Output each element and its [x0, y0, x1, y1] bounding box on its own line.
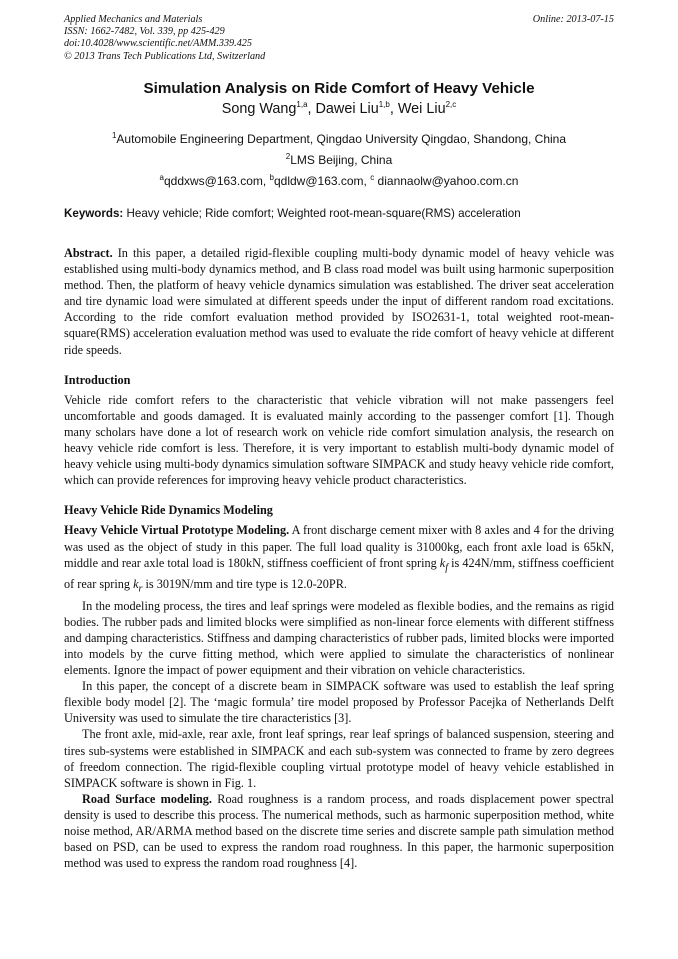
journal-name: Applied Mechanics and Materials	[64, 14, 203, 25]
run-in-heading: Road Surface modeling.	[82, 791, 212, 806]
symbol-kr: k	[133, 577, 139, 592]
affiliation-text: LMS Beijing, China	[290, 153, 393, 167]
copyright-line: © 2013 Trans Tech Publications Ltd, Switzerland	[64, 50, 266, 62]
email-sup: a	[159, 173, 164, 182]
run-in-heading: Heavy Vehicle Virtual Prototype Modeling.	[64, 523, 290, 538]
author-name: Song Wang	[221, 100, 297, 117]
abstract	[64, 245, 614, 358]
paragraph-text: Road roughness is a random process, and roads displacement power spectral density is used to describe this process. The numerical methods, such as harmonic superposition method, white noise method, AR/ARMA method based on the discrete time series and discrete sample path simulation method based on PSD, can be used to express the random road roughness. In this paper, the harmonic superposition method was used to express the random road roughness [4].	[64, 791, 614, 871]
modeling-paragraph-2: In the modeling process, the tires and leaf springs were modeled as flexible bodies, and the remains as rigid bodies. The rubber pads and limited blocks were simplified as non-linear force elements with different stiffness and damping characteristics. Stiffness and damping characteristics of rubber pads, limited blocks were imported into models by the curve fitting method, which were applied to simulate the characteristics of nonlinear elements. Ignore the impact of power equipment and their vibration on vehicle characteristics.	[64, 598, 614, 678]
author-name: Dawei Liu	[315, 100, 379, 117]
author-sup: 1,b	[378, 100, 390, 109]
paragraph-text: A front discharge cement mixer with 8 axles and 4 for the driving was used as the object of study in this paper. The full load quality is 31000kg, each front axle load is 65kN, middle and rear axle total load is 180kN, stiffness coefficient of front spring	[64, 523, 614, 570]
modeling-paragraph-5	[64, 791, 614, 871]
email-text: qdldw@163.com,	[273, 174, 371, 188]
doi-line: doi:10.4028/www.scientific.net/AMM.339.425	[64, 38, 252, 50]
introduction-paragraph: Vehicle ride comfort refers to the characteristic that vehicle vibration will not make passengers feel uncomfortable and goods damaged. It is evaluated mainly according to the passenger comfort [1]. Though many scholars have done a lot of research work on vehicle ride comfort simulation analysis, the research on heavy vehicle ride comfort is less. Therefore, it is very important to establish multi-body dynamic model of heavy vehicle using multi-body dynamics simulation software SIMPACK and study heavy vehicle ride comfort, which can provide references for improving heavy vehicle product characteristics.	[64, 392, 614, 488]
paragraph-text: is 3019N/mm and tire type is 12.0-20PR.	[142, 577, 347, 592]
paper-body	[64, 245, 614, 871]
modeling-paragraph-4: The front axle, mid-axle, rear axle, front leaf springs, rear leaf springs of balanced suspension, steering and tires sub-systems were established in SIMPACK and each sub-system was connected to frame by zero degrees of freedom connection. The rigid-flexible coupling virtual prototype model of heavy vehicle established in SIMPACK software is shown in Fig. 1.	[64, 727, 614, 790]
affiliation-1	[0, 131, 678, 146]
keywords	[64, 207, 614, 220]
email-line	[0, 173, 678, 188]
email-sup: b	[269, 173, 274, 182]
affiliation-sup: 2	[285, 152, 291, 161]
modeling-paragraph-1	[64, 522, 614, 597]
section-heading-modeling: Heavy Vehicle Ride Dynamics Modeling	[64, 503, 273, 518]
abstract-label: Abstract.	[64, 246, 113, 260]
symbol-kf: k	[439, 555, 446, 570]
journal-header	[64, 14, 614, 63]
section-heading-introduction: Introduction	[64, 372, 131, 387]
affiliation-2	[0, 152, 678, 167]
abstract-text: In this paper, a detailed rigid-flexible coupling multi-body dynamic model of heavy vehicle was established using multi-body dynamics method, and B class road model was built using harmonic superposition method. Then, the platform of heavy vehicle dynamics simulation was established. The driver seat acceleration and tire dynamic load were simulated at different speeds under the input of different random road excitations. According to the ride comfort evaluation method provided by ISO2631-1, total weighted root-mean-square(RMS) acceleration evaluation method was used to evaluate the ride comfort of heavy vehicle at different ride speeds.	[64, 246, 614, 357]
author-sup: 1,a	[296, 100, 308, 109]
email-sup: c	[370, 173, 375, 182]
affiliation-sup: 1	[111, 131, 117, 140]
symbol-kf-sub: f	[445, 562, 449, 574]
paper-title: Simulation Analysis on Ride Comfort of Heavy Vehicle	[143, 80, 535, 97]
author-name: Wei Liu	[397, 100, 446, 117]
author-list: Song Wang$^{1,a}$, Dawei Liu$^{1,b}$, Wei Liu$^{2,c}$	[221, 100, 457, 117]
modeling-paragraph-3: In this paper, the concept of a discrete beam in SIMPACK software was used to establish the leaf spring flexible body model [2]. The ‘magic formula’ tire model proposed by Professor Pacejka of Netherlands Delft University was used to simulate the tire characteristics [3].	[64, 679, 614, 726]
symbol-kr-sub: r	[138, 583, 143, 595]
online-date: Online: 2013-07-15	[532, 14, 614, 25]
keywords-label: Keywords:	[64, 207, 124, 220]
email-text: qddxws@163.com,	[163, 174, 270, 188]
affiliation-text: Automobile Engineering Department, Qingdao University Qingdao, Shandong, China	[116, 132, 567, 146]
paragraph-text: is 424N/mm, stiffness coefficient of rear spring	[64, 555, 614, 592]
email-text: diannaolw@yahoo.com.cn	[374, 174, 519, 188]
author-sup: 2,c	[445, 100, 457, 109]
issn-line: ISSN: 1662-7482, Vol. 339, pp 425-429	[64, 26, 225, 38]
keywords-text: Heavy vehicle; Ride comfort; Weighted root-mean-square(RMS) acceleration	[123, 207, 521, 220]
